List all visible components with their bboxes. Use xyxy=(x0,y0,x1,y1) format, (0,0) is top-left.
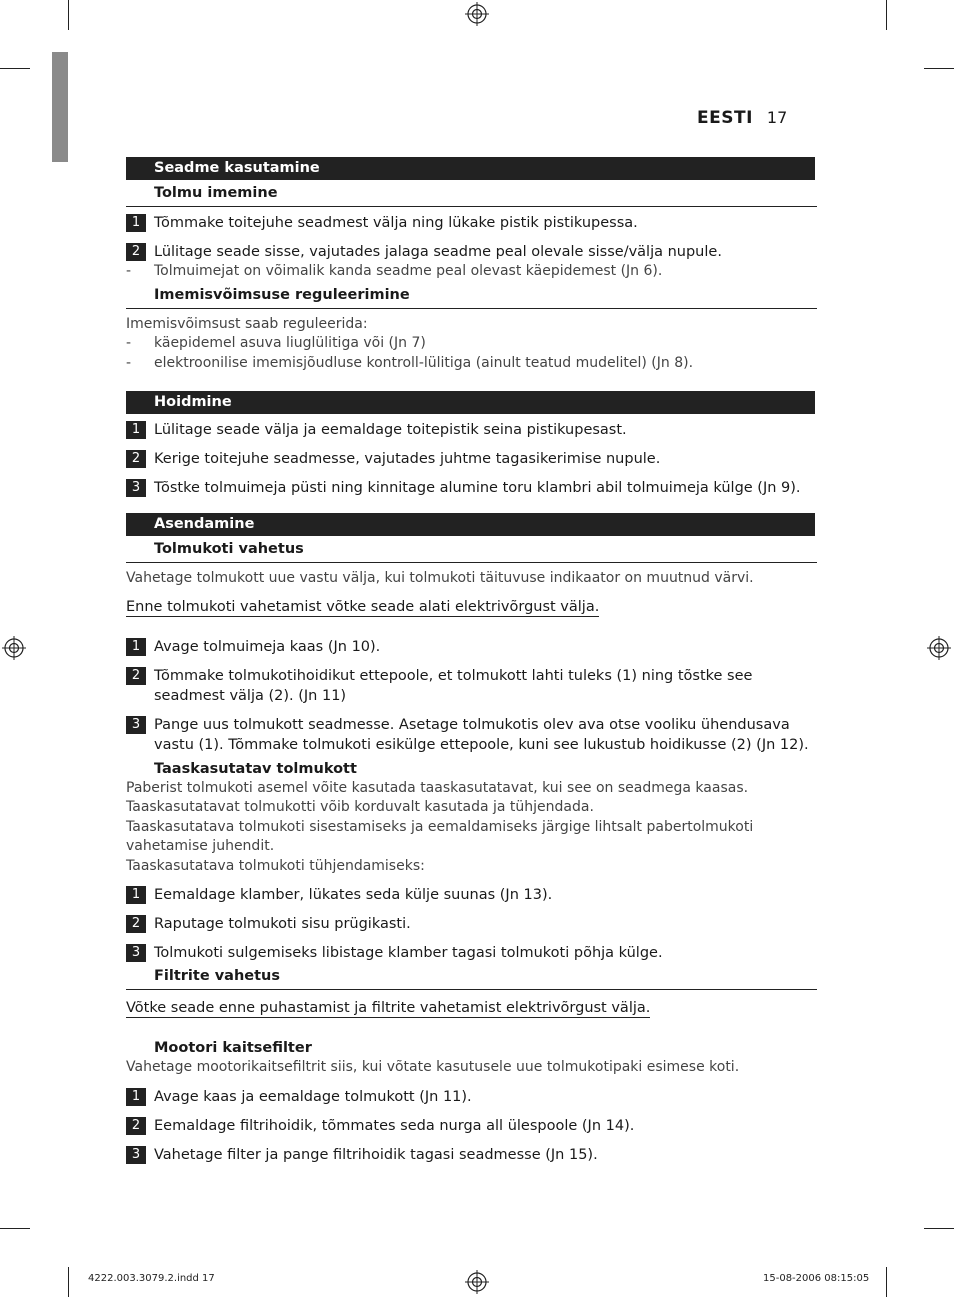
bullet-item xyxy=(126,354,817,374)
bullet-dash: - xyxy=(126,335,132,351)
registration-mark-icon xyxy=(465,2,489,26)
crop-mark xyxy=(886,0,887,30)
step-text: Kerige toitejuhe seadmesse, vajutades juhtme tagasikerimise nupule. xyxy=(154,451,661,467)
step-text: Lülitage seade sisse, vajutades jalaga seadme peal olevale sisse/välja nupule. xyxy=(154,244,722,260)
step-text: Tõstke tolmuimeja püsti ning kinnitage alumine toru klambri abil tolmuimeja külge (Jn 9). xyxy=(154,480,801,496)
step-number: 2 xyxy=(126,915,146,933)
list-item xyxy=(126,449,817,469)
list-item xyxy=(126,914,817,934)
step-text: Tõmmake tolmukotihoidikut ettepoole, et tolmukott lahti tuleks (1) ning tõstke see seadmest välja (2). (Jn 11) xyxy=(154,667,753,704)
step-number: 2 xyxy=(126,243,146,261)
language-side-tab xyxy=(52,52,68,162)
bullet-text: elektroonilise imemisjõudluse kontroll-lülitiga (ainult teatud mudelitel) (Jn 8). xyxy=(154,354,694,371)
list-item xyxy=(126,943,817,963)
step-number: 3 xyxy=(126,479,146,497)
step-text: Lülitage seade välja ja eemaldage toitepistik seina pistikupesast. xyxy=(154,422,627,438)
warning-text xyxy=(126,998,817,1018)
step-number: 2 xyxy=(126,1117,146,1135)
subsection-title: Tolmukoti vahetus xyxy=(126,536,817,563)
list-item xyxy=(126,242,817,262)
step-text: Avage tolmuimeja kaas (Jn 10). xyxy=(154,638,381,655)
page-header xyxy=(697,108,787,128)
subsection-title: Tolmu imemine xyxy=(126,180,817,207)
step-text: Eemaldage klamber, lükates seda külje suunas (Jn 13). xyxy=(154,887,553,903)
list-item xyxy=(126,213,817,233)
step-number: 2 xyxy=(126,667,146,685)
crop-mark xyxy=(0,68,30,69)
warning-underlined: Enne tolmukoti vahetamist võtke seade alati elektrivõrgust välja. xyxy=(126,598,600,615)
step-text: Pange uus tolmukott seadmesse. Asetage tolmukotis olev ava otse vooliku ühendusava vastu (1). Tõmmake tolmukoti esikülge ettepoole, kuni see lukustub hoidikusse (2) (Jn 12). xyxy=(154,716,809,753)
paragraph: Vahetage tolmukott uue vastu välja, kui tolmukoti täituvuse indikaator on muutnud värvi. xyxy=(126,570,754,586)
step-text: Raputage tolmukoti sisu prügikasti. xyxy=(154,916,411,932)
step-number: 1 xyxy=(126,1088,146,1106)
paragraph: Vahetage mootorikaitsefiltrit siis, kui võtate kasutusele uue tolmukotipaki esimese koti. xyxy=(126,1059,740,1075)
section-title: Hoidmine xyxy=(126,391,815,414)
list-item xyxy=(126,420,817,440)
bullet-item xyxy=(126,262,817,282)
subsection-title: Filtrite vahetus xyxy=(126,963,817,990)
step-number: 1 xyxy=(126,421,146,439)
registration-mark-icon xyxy=(927,636,951,660)
page-number: 17 xyxy=(766,108,788,127)
paragraph: Paberist tolmukoti asemel võite kasutada taaskasutatavat, kui see on seadmega kaasas. Taaskasutatavat tolmukotti võib korduvalt kasutada ja tühjendada. xyxy=(126,779,749,815)
registration-mark-icon xyxy=(2,636,26,660)
warning-text xyxy=(126,597,817,617)
crop-mark xyxy=(924,68,954,69)
crop-mark xyxy=(68,0,69,30)
crop-mark xyxy=(924,1228,954,1229)
step-number: 3 xyxy=(126,716,146,734)
crop-mark xyxy=(68,1267,69,1297)
page-content xyxy=(126,157,817,1174)
section-title: Asendamine xyxy=(126,513,815,536)
step-text: Eemaldage filtrihoidik, tõmmates seda nurga all ülespoole (Jn 14). xyxy=(154,1117,635,1134)
bullet-text: käepidemel asuva liuglülitiga või (Jn 7) xyxy=(154,335,426,351)
step-number: 1 xyxy=(126,214,146,232)
footer-file-info: 4222.003.3079.2.indd 17 xyxy=(88,1273,215,1284)
paragraph: Taaskasutatava tolmukoti sisestamiseks ja eemaldamiseks järgige lihtsalt pabertolmukoti vahetamise juhendit. xyxy=(126,818,754,854)
step-text: Vahetage filter ja pange filtrihoidik tagasi seadmesse (Jn 15). xyxy=(154,1146,598,1163)
registration-mark-icon xyxy=(465,1270,489,1294)
warning-underlined: Võtke seade enne puhastamist ja filtrite vahetamist elektrivõrgust välja. xyxy=(126,1000,651,1016)
list-item xyxy=(126,637,817,657)
step-number: 2 xyxy=(126,450,146,468)
language-label: EESTI xyxy=(697,108,753,128)
step-number: 3 xyxy=(126,944,146,962)
list-item xyxy=(126,478,817,498)
bullet-text: Tolmuimejat on võimalik kanda seadme peal olevast käepidemest (Jn 6). xyxy=(154,263,663,279)
list-item xyxy=(126,666,817,706)
bullet-dash: - xyxy=(126,263,132,279)
subsection-title: Imemisvõimsuse reguleerimine xyxy=(126,282,817,309)
step-text: Avage kaas ja eemaldage tolmukott (Jn 11). xyxy=(154,1088,472,1105)
footer-datetime: 15-08-2006 08:15:05 xyxy=(763,1273,870,1284)
step-number: 1 xyxy=(126,886,146,904)
list-item xyxy=(126,885,817,905)
list-item xyxy=(126,715,817,755)
bullet-dash: - xyxy=(126,354,132,371)
step-number: 3 xyxy=(126,1146,146,1164)
subsection-title: Taaskasutatav tolmukott xyxy=(154,760,357,777)
section-title: Seadme kasutamine xyxy=(126,157,815,180)
step-text: Tõmmake toitejuhe seadmest välja ning lükake pistik pistikupessa. xyxy=(154,215,638,231)
list-item xyxy=(126,1087,817,1107)
paragraph: Taaskasutatava tolmukoti tühjendamiseks: xyxy=(126,857,425,874)
step-number: 1 xyxy=(126,638,146,656)
crop-mark xyxy=(0,1228,30,1229)
subsection-title: Mootori kaitsefilter xyxy=(154,1040,312,1056)
list-item xyxy=(126,1145,817,1165)
crop-mark xyxy=(886,1267,887,1297)
bullet-item xyxy=(126,334,817,354)
step-text: Tolmukoti sulgemiseks libistage klamber tagasi tolmukoti põhja külge. xyxy=(154,945,663,961)
paragraph: Imemisvõimsust saab reguleerida: xyxy=(126,315,368,332)
list-item xyxy=(126,1116,817,1136)
